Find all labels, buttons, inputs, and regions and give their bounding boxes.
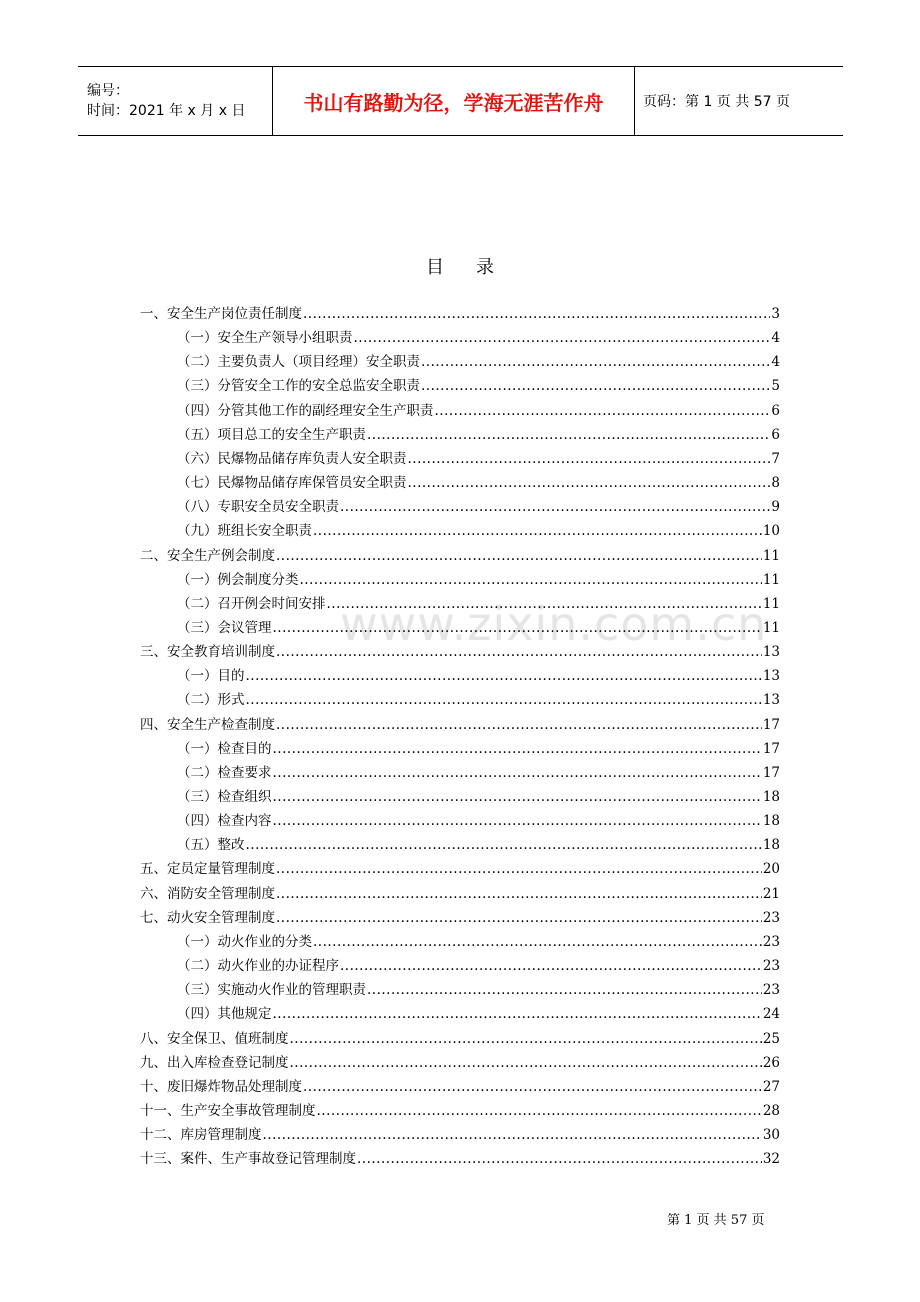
toc-entry-title: 三、安全教育培训制度: [140, 644, 275, 661]
toc-entry[interactable]: [140, 640, 780, 662]
toc-entry-page: 8: [771, 475, 780, 492]
toc-entry[interactable]: [140, 1147, 780, 1169]
toc-entry-page: 18: [762, 789, 780, 805]
toc-entry[interactable]: [140, 592, 780, 614]
toc-entry[interactable]: [140, 978, 780, 1000]
toc-entry-title: 十三、案件、生产事故登记管理制度: [140, 1151, 356, 1168]
toc-entry-title: （五）整改: [177, 837, 245, 854]
toc-leader-dots: [357, 1151, 762, 1167]
toc-entry-page: 3: [771, 306, 780, 322]
watermark: www.zixin.com.cn: [340, 597, 768, 651]
toc-entry-title: （一）检查目的: [177, 740, 272, 757]
toc-entry-title: （九）班组长安全职责: [177, 523, 312, 540]
toc-entry[interactable]: [140, 471, 780, 493]
toc-leader-dots: [354, 330, 771, 346]
toc-leader-dots: [367, 982, 762, 998]
toc-entry[interactable]: [140, 906, 780, 928]
toc-entry-title: 十二、库房管理制度: [140, 1127, 262, 1144]
toc-leader-dots: [276, 886, 762, 902]
toc-leader-dots: [273, 765, 762, 781]
toc-leader-dots: [340, 958, 762, 974]
toc-entry-page: 7: [771, 450, 780, 467]
toc-entry-title: （二）动火作业的办证程序: [177, 958, 339, 975]
toc-entry[interactable]: [140, 785, 780, 807]
toc-entry-page: 11: [762, 619, 780, 636]
toc-leader-dots: [273, 1006, 762, 1022]
toc-entry[interactable]: [140, 544, 780, 566]
toc-leader-dots: [327, 596, 762, 612]
toc-leader-dots: [273, 789, 762, 805]
toc-entry[interactable]: [140, 1027, 780, 1049]
toc-entry[interactable]: [140, 568, 780, 590]
toc-leader-dots: [276, 717, 762, 733]
toc-leader-dots: [313, 934, 762, 950]
toc-entry[interactable]: [140, 350, 780, 372]
title-char: 目: [426, 257, 444, 278]
toc-entry-page: 11: [762, 547, 780, 564]
toc-entry-title: 一、安全生产岗位责任制度: [140, 306, 302, 322]
toc-leader-dots: [317, 1103, 762, 1119]
toc-entry-page: 5: [771, 378, 780, 395]
toc-entry-title: （七）民爆物品储存库保管员安全职责: [177, 475, 407, 492]
toc-entry-title: （一）安全生产领导小组职责: [177, 330, 353, 347]
toc-entry-title: （一）目的: [177, 668, 245, 685]
toc-entry[interactable]: [140, 1075, 780, 1097]
toc-entry-title: （三）检查组织: [177, 789, 272, 805]
toc-entry-page: 11: [762, 595, 780, 612]
toc-leader-dots: [263, 1127, 762, 1143]
toc-entry[interactable]: [140, 447, 780, 469]
toc-entry-page: 13: [762, 668, 780, 685]
toc-leader-dots: [273, 620, 762, 636]
toc-entry-page: 20: [762, 861, 780, 878]
toc-entry[interactable]: [140, 326, 780, 348]
toc-leader-dots: [340, 499, 770, 515]
toc-leader-dots: [246, 837, 762, 853]
toc-leader-dots: [246, 668, 762, 684]
toc-entry-page: 26: [762, 1054, 780, 1071]
toc-leader-dots: [367, 427, 770, 443]
number-label: 编号：: [87, 83, 129, 99]
toc-entry-page: 10: [762, 523, 780, 540]
toc-leader-dots: [421, 378, 770, 394]
toc-entry-page: 17: [762, 764, 780, 781]
toc-entry-title: 十一、生产安全事故管理制度: [140, 1102, 316, 1119]
toc-entry-page: 4: [771, 354, 780, 371]
toc-entry-title: 四、安全生产检查制度: [140, 716, 275, 733]
toc-entry[interactable]: [140, 664, 780, 686]
toc-entry-page: 21: [762, 885, 780, 902]
toc-leader-dots: [273, 741, 762, 757]
toc-entry-title: （三）会议管理: [177, 619, 272, 636]
toc-entry-title: （二）主要负责人（项目经理）安全职责: [177, 354, 420, 371]
toc-entry-page: 30: [762, 1127, 780, 1144]
toc-entry-title: （六）民爆物品储存库负责人安全职责: [177, 450, 407, 467]
toc-entry-title: 六、消防安全管理制度: [140, 885, 275, 902]
toc-entry-title: 五、定员定量管理制度: [140, 861, 275, 878]
header-meta: [78, 67, 273, 135]
toc-entry-page: 32: [762, 1151, 780, 1168]
toc-entry[interactable]: [140, 954, 780, 976]
toc-leader-dots: [408, 451, 771, 467]
toc-entry-title: （一）动火作业的分类: [177, 933, 312, 950]
toc-entry-title: （二）检查要求: [177, 764, 272, 781]
toc-entry[interactable]: [140, 495, 780, 517]
document-header: [78, 66, 843, 136]
toc-entry-page: 17: [762, 740, 780, 757]
toc-entry[interactable]: [140, 374, 780, 396]
toc-leader-dots: [273, 813, 762, 829]
toc-entry[interactable]: [140, 616, 780, 638]
header-motto: 书山有路勤为径，学海无涯苦作舟: [273, 67, 635, 135]
toc-entry-title: 八、安全保卫、值班制度: [140, 1030, 289, 1047]
toc-entry-page: 18: [762, 813, 780, 830]
toc-entry-page: 13: [762, 692, 780, 709]
toc-entry-page: 4: [771, 330, 780, 347]
toc-entry-page: 18: [762, 837, 780, 854]
toc-entry[interactable]: [140, 1002, 780, 1024]
toc-entry[interactable]: [140, 399, 780, 421]
toc-entry[interactable]: [140, 857, 780, 879]
toc-leader-dots: [300, 572, 762, 588]
toc-entry[interactable]: [140, 713, 780, 735]
toc-entry-page: 13: [762, 644, 780, 661]
toc-entry-page: 17: [762, 716, 780, 733]
toc-entry-page: 23: [762, 982, 780, 999]
toc-entry[interactable]: [140, 809, 780, 831]
toc-leader-dots: [276, 644, 762, 660]
toc-entry[interactable]: [140, 1123, 780, 1145]
toc-entry-title: 十、废旧爆炸物品处理制度: [140, 1078, 302, 1095]
toc-leader-dots: [276, 910, 762, 926]
toc-entry-title: （三）分管安全工作的安全总监安全职责: [177, 378, 420, 395]
toc-entry[interactable]: [140, 833, 780, 855]
title-char: 录: [476, 257, 494, 278]
page-title: [0, 253, 920, 279]
toc-leader-dots: [290, 1055, 762, 1071]
toc-entry-title: （四）检查内容: [177, 813, 272, 830]
toc-entry-page: 23: [762, 958, 780, 975]
toc-entry-page: 28: [762, 1102, 780, 1119]
toc-entry-title: 七、动火安全管理制度: [140, 909, 275, 926]
toc-leader-dots: [408, 475, 771, 491]
toc-entry-page: 23: [762, 909, 780, 926]
toc-entry-page: 27: [762, 1078, 780, 1095]
time-label: 时间：2021 年 x 月 x 日: [87, 103, 246, 119]
toc-entry-page: 24: [762, 1006, 780, 1023]
toc-entry[interactable]: [140, 761, 780, 783]
toc-entry-title: （八）专职安全员安全职责: [177, 499, 339, 516]
toc-entry-title: （三）实施动火作业的管理职责: [177, 982, 366, 999]
toc-entry-title: （四）分管其他工作的副经理安全生产职责: [177, 402, 434, 419]
toc-entry-title: 二、安全生产例会制度: [140, 547, 275, 564]
toc-entry-page: 9: [771, 499, 780, 516]
toc-entry-title: （四）其他规定: [177, 1006, 272, 1023]
toc-entry-page: 23: [762, 933, 780, 950]
page-footer: 第 1 页 共 57 页: [667, 1213, 765, 1228]
toc-leader-dots: [303, 306, 770, 322]
header-page-label: 页码：第 1 页 共 57 页: [643, 94, 790, 110]
toc-entry-title: 九、出入库检查登记制度: [140, 1054, 289, 1071]
toc-entry[interactable]: [140, 423, 780, 445]
toc-leader-dots: [435, 403, 771, 419]
toc-leader-dots: [313, 523, 762, 539]
toc-entry[interactable]: [140, 882, 780, 904]
toc-entry[interactable]: [140, 1051, 780, 1073]
toc-leader-dots: [303, 1079, 762, 1095]
toc-entry-title: （一）例会制度分类: [177, 571, 299, 588]
toc-leader-dots: [290, 1031, 762, 1047]
toc-entry[interactable]: [140, 930, 780, 952]
toc-entry-page: 6: [771, 402, 780, 419]
toc-entry-page: 11: [762, 571, 780, 588]
toc-entry-title: （二）形式: [177, 692, 245, 709]
toc-entry-page: 6: [771, 426, 780, 443]
toc-leader-dots: [276, 548, 762, 564]
toc-entry[interactable]: [140, 688, 780, 710]
toc-leader-dots: [276, 861, 762, 877]
toc-leader-dots: [246, 692, 762, 708]
toc-leader-dots: [421, 354, 770, 370]
toc-entry-title: （二）召开例会时间安排: [177, 595, 326, 612]
toc-entry-title: （五）项目总工的安全生产职责: [177, 426, 366, 443]
toc-entry[interactable]: [140, 302, 780, 324]
toc-entry[interactable]: [140, 1099, 780, 1121]
toc-entry[interactable]: [140, 737, 780, 759]
toc-entry-page: 25: [762, 1030, 780, 1047]
toc-entry[interactable]: [140, 519, 780, 541]
